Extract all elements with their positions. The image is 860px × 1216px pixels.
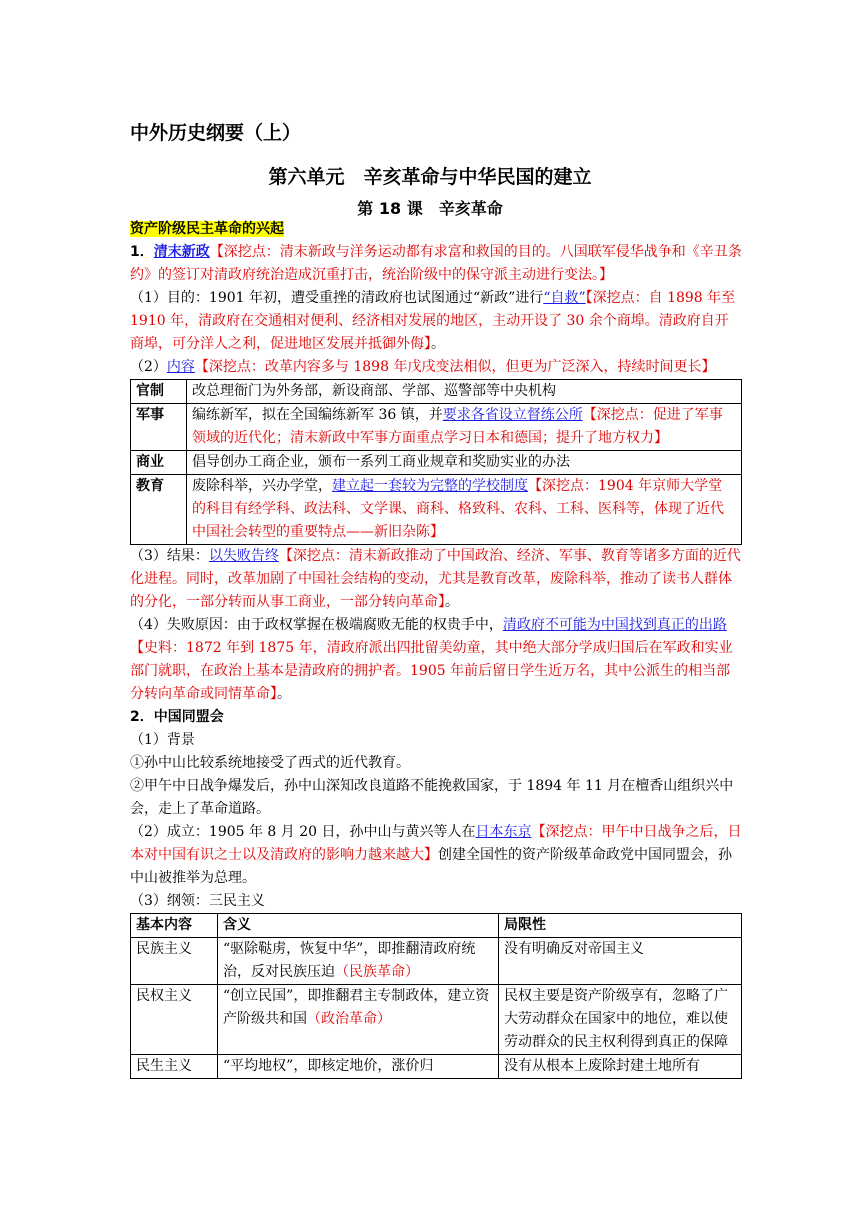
unit-title: 第六单元 辛亥革命与中华民国的建立: [268, 166, 592, 188]
fail-reason-link[interactable]: 清政府不可能为中国找到真正的出路: [502, 617, 727, 633]
tokyo-link[interactable]: 日本东京: [475, 824, 532, 840]
table-row: 民生主义 “平均地权”，即核定地价，涨价归 没有从根本上废除封建土地所有: [131, 1055, 742, 1079]
deep-note: 【深挖点：清末新政推动了中国政治、经济、军事、教育等诸多方面的近代化进程。同时，改革加剧了中国社会结构的变动，尤其是教育改革，废除科举，推动了读书人群体的分化，一部分转而从事工商业，一部分转向革命】: [130, 548, 741, 610]
book-title: 中外历史纲要（上）: [130, 122, 302, 144]
deep-note: 【深挖点：甲午中日战争之后，日本对中国有识之士以及清政府的影响力越来越大】: [130, 824, 742, 863]
table-row: 民族主义 “驱除鞑虏，恢复中华”，即推翻清政府统治，反对民族压迫（民族革命） 没有明确反对帝国主义: [131, 938, 742, 985]
lesson-title: 第 18 课 辛亥革命: [357, 199, 503, 218]
self-rescue-link[interactable]: “自救”: [543, 290, 586, 306]
table-row: 军事 编练新军，拟在全国编练新军 36 镇，并要求各省设立督练公所【深挖点：促进了军事领域的近代化；清末新政中军事方面重点学习日本和德国；提升了地方权力】: [131, 404, 742, 451]
failure-link[interactable]: 以失败告终: [208, 548, 279, 564]
reform-table: [130, 379, 742, 545]
lesson-content: [130, 218, 742, 1079]
background-title: （1）背景: [130, 732, 195, 748]
deep-note: 【深挖点：自 1898 年至 1910 年，清政府在交通相对便利、经济相对发展的地区，主动开设了 30 余个商埠。清政府自开商埠，可分洋人之利，促进地区发展并抵御外侮】: [130, 290, 736, 352]
table-row: 民权主义 “创立民国”，即推翻君主专制政体，建立资产阶级共和国（政治革命） 民权主要是资产阶级享有，忽略了广大劳动群众在国家中的地位，难以使劳动群众的民主权利得到真正的保障: [131, 985, 742, 1055]
program-title: （3）纲领：三民主义: [130, 893, 265, 909]
school-system-link[interactable]: 建立起一套较为完整的学校制度: [332, 478, 528, 494]
table-header-row: 基本内容 含义 局限性: [131, 914, 742, 938]
item2-title: 2．中国同盟会: [130, 709, 224, 725]
table-row: 教育 废除科举，兴办学堂，建立起一套较为完整的学校制度【深挖点：1904 年京师大学堂的科目有经学科、政法科、文学课、商科、格致科、农科、工科、医科等，体现了近代中国社会转型的重要特点——新旧杂陈】: [131, 475, 742, 545]
background-point-1: ①孙中山比较系统地接受了西式的近代教育。: [130, 755, 410, 771]
fail-reason-paragraph: （4）失败原因：由于政权掌握在极端腐败无能的权贵手中，清政府不可能为中国找到真正的出路【史料：1872 年到 1875 年，清政府派出四批留美幼童，其中绝大部分学成归国后在军政和实业部门就职，在政治上基本是清政府的拥护者。1905 年前后留日学生近万名，其中公派生的相当部分转向革命或同情革命】。: [130, 617, 733, 702]
content-link[interactable]: 内容: [166, 359, 195, 375]
establish-paragraph: （2）成立：1905 年 8 月 20 日，孙中山与黄兴等人在日本东京【深挖点：甲午中日战争之后，日本对中国有识之士以及清政府的影响力越来越大】创建全国性的资产阶级革命政党中国同盟会，孙中山被推举为总理。: [130, 824, 742, 886]
deep-note: 【深挖点：清末新政与洋务运动都有求富和救国的目的。八国联军侵华战争和《辛丑条约》的签订对清政府统治造成沉重打击，统治阶级中的保守派主动进行变法。】: [130, 244, 742, 283]
history-note: 【史料：1872 年到 1875 年，清政府派出四批留美幼童，其中绝大部分学成归国后在军政和实业部门就职，在政治上基本是清政府的拥护者。1905 年前后留日学生近万名，其中公派生的相当部分转向革命或同情革命】: [130, 640, 733, 702]
table-row: 商业 倡导创办工商企业，颁布一系列工商业规章和奖励实业的办法: [131, 451, 742, 475]
table-row: 官制 改总理衙门为外务部，新设商部、学部、巡警部等中央机构: [131, 380, 742, 404]
three-principles-table: [130, 913, 742, 1079]
item1-title-link[interactable]: 清末新政: [153, 244, 210, 260]
deep-note: 【深挖点：改革内容多与 1898 年戊戌变法相似，但更为广泛深入，持续时间更长】: [194, 359, 716, 375]
purpose-paragraph: （1）目的：1901 年初，遭受重挫的清政府也试图通过“新政”进行“自救”【深挖点：自 1898 年至 1910 年，清政府在交通相对便利、经济相对发展的地区，主动开设了 30 余个商埠。清政府自开商埠，可分洋人之利，促进地区发展并抵御外侮】。: [130, 290, 736, 352]
military-link[interactable]: 要求各省设立督练公所: [442, 407, 583, 423]
section-heading: 资产阶级民主革命的兴起: [130, 221, 284, 237]
content-paragraph: （2）内容【深挖点：改革内容多与 1898 年戊戌变法相似，但更为广泛深入，持续时间更长】: [130, 359, 716, 375]
item1-paragraph: 1．清末新政【深挖点：清末新政与洋务运动都有求富和救国的目的。八国联军侵华战争和《辛丑条约》的签订对清政府统治造成沉重打击，统治阶级中的保守派主动进行变法。】: [130, 244, 742, 283]
background-point-2: ②甲午中日战争爆发后，孙中山深知改良道路不能挽救国家，于 1894 年 11 月在檀香山组织兴中会，走上了革命道路。: [130, 778, 734, 817]
result-paragraph: （3）结果：以失败告终【深挖点：清末新政推动了中国政治、经济、军事、教育等诸多方面的近代化进程。同时，改革加剧了中国社会结构的变动，尤其是教育改革，废除科举，推动了读书人群体的分化，一部分转而从事工商业，一部分转向革命】。: [130, 548, 741, 610]
